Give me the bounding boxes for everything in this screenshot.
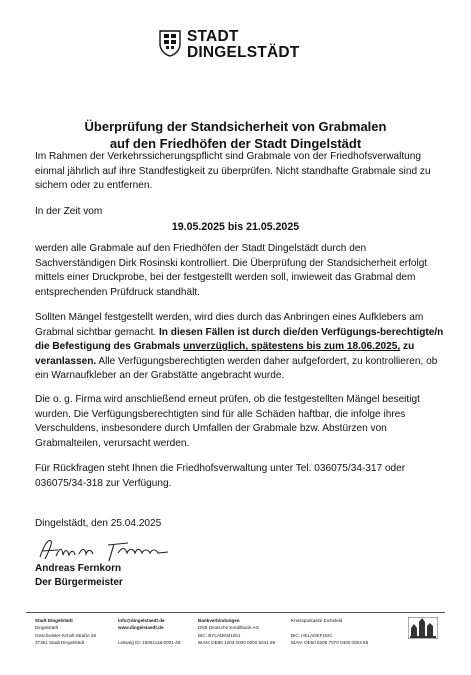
- check-paragraph: werden alle Grabmale auf den Friedhöfen der Stadt Dingelstädt durch den Sachverständigen Dirk Rosinski kontrolliert. Die Überprüfung der Standsicherheit erfolgt mittels einer Druckprobe, bei der festgestellt werden soll, inwieweit das Grabmal dem entsprechenden Prüfdruck standhält.: [35, 243, 428, 298]
- firm-paragraph: Die o. g. Firma wird anschließend erneut prüfen, ob die festgestellten Mängel beseitigt wurden. Die Verfügungsberechtigten sind für alle Schäden haftbar, die infolge ihres Verschuldens, insbesondere durch Umfallen der Grabmale bzw. Abstürzen von Grabmalteilen, verursacht werden.: [35, 394, 420, 449]
- period-label: In der Zeit vom: [35, 206, 103, 217]
- defects-text-2: Alle Verfügungsberechtigten werden daher aufgefordert, zu kontrollieren, ob ein Warnaufkleber an der Grabstätte angebracht wurde.: [35, 355, 438, 382]
- city-silhouette-icon: [408, 617, 438, 639]
- signer-name: Andreas Fernkorn: [35, 563, 122, 574]
- handwritten-signature: [36, 535, 186, 565]
- footer-bank-2: Kreissparkasse Eichsfeld BIC: HELADEF1EIC IBAN: DE50 8205 7070 0400 0004 65: [291, 618, 369, 645]
- title-line-1: Überprüfung der Standsicherheit von Grabmalen: [84, 119, 387, 134]
- date-range: 19.05.2025 bis 21.05.2025: [171, 221, 300, 233]
- footer-address: Stadt Dingelstädt Dingelstädt Geschwister-Scholl-Straße 28 37351 Stadt Dingelstädt: [35, 618, 97, 645]
- footer-website[interactable]: www.dingelstaedt.de: [118, 625, 164, 631]
- footer-divider: [26, 612, 445, 613]
- footer-contact: info@dingelstaedt.de www.dingelstaedt.de Leitweg ID: 16061118-0001-49: [118, 618, 181, 645]
- defects-paragraph: [35, 311, 445, 384]
- footer-email[interactable]: info@dingelstaedt.de: [118, 618, 165, 623]
- city-header: [159, 29, 299, 61]
- defects-text-1: Sollten Mängel festgestellt werden, wird dies durch das Anbringen eines Aufklebers am Grabmal sichtbar gemacht.: [35, 312, 424, 338]
- document-title: [0, 118, 471, 152]
- place-date: Dingelstädt, den 25.04.2025: [35, 518, 162, 529]
- defects-deadline: unverzüglich, spätestens bis zum 18.06.2025,: [183, 341, 401, 353]
- contact-paragraph: Für Rückfragen steht Ihnen die Friedhofsverwaltung unter Tel. 036075/34-317 oder 036075/34-318 zur Verfügung.: [35, 463, 406, 489]
- defects-bold-2: zu veranlassen.: [35, 341, 415, 367]
- brand-line-1: STADT: [187, 28, 239, 45]
- footer-bank-1: Bankverbindungen DKB Deutsche Kreditbank AG BIC: BYLADEM1001 IBAN: DE86 1203 0000 0000 9241 89: [198, 618, 276, 645]
- title-line-2: auf den Friedhöfen der Stadt Dingelstädt: [109, 136, 362, 151]
- brand-line-2: DINGELSTÄDT: [187, 44, 300, 61]
- defects-bold-1: In diesen Fällen ist durch die/den Verfügungs-berechtigte/n die Befestigung des Grabmals: [35, 326, 444, 353]
- signer-title: Der Bürgermeister: [35, 577, 123, 588]
- coat-of-arms-icon: [159, 29, 181, 57]
- signer-block: [35, 562, 123, 590]
- intro-paragraph: Im Rahmen der Verkehrssicherungspflicht sind Grabmale von der Friedhofsverwaltung einmal jährlich auf ihre Standfestigkeit zu überprüfen. Nicht standhafte Grabmale sind zu sichern oder zu entfernen.: [35, 151, 431, 192]
